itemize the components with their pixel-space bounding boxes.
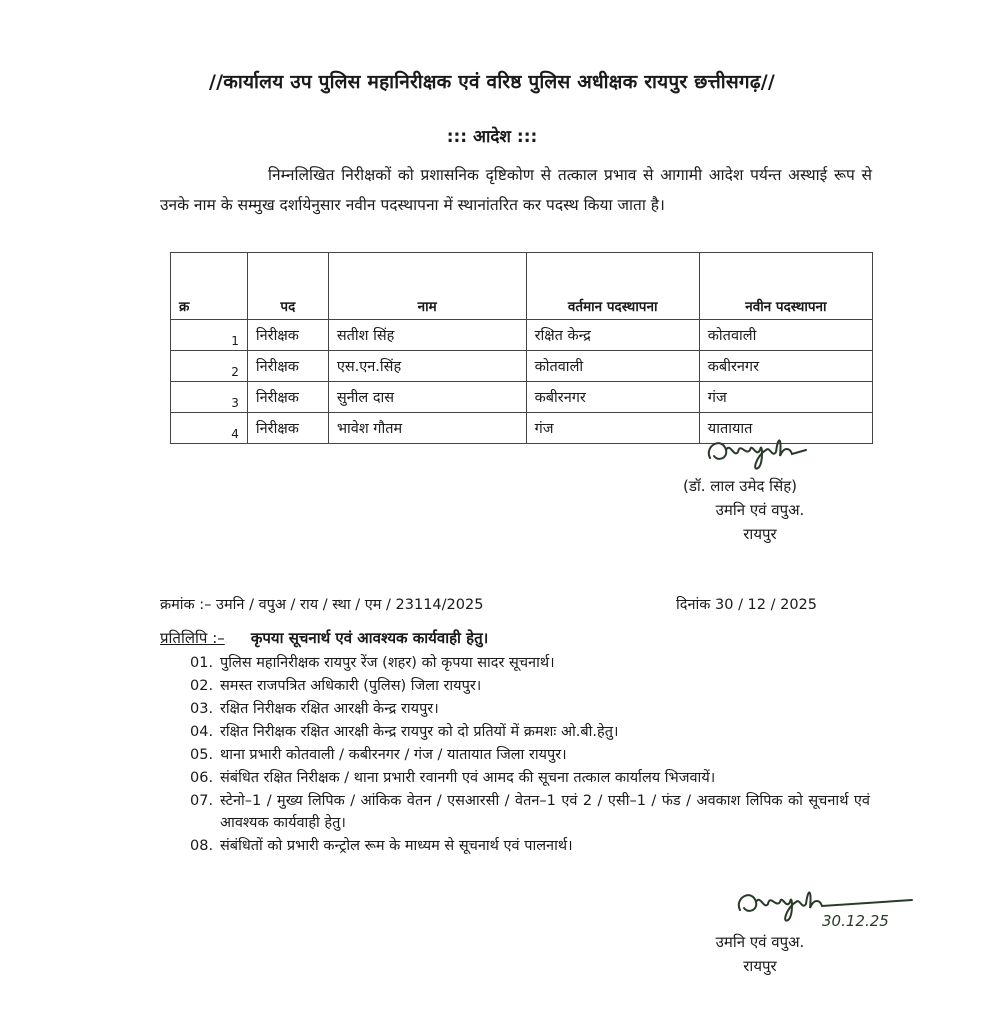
cell-new-posting: गंज	[699, 382, 872, 413]
cell-rank: निरीक्षक	[247, 413, 328, 444]
col-header-name: नाम	[328, 253, 526, 320]
list-item	[190, 698, 870, 720]
cell-new-posting: यातायात	[699, 413, 872, 444]
table-row	[171, 351, 873, 382]
copy-label: प्रतिलिपि :–	[160, 629, 225, 647]
order-intro-text: निम्नलिखित निरीक्षकों को प्रशासनिक दृष्टिकोण से तत्काल प्रभाव से आगामी आदेश पर्यन्त अस्थाई रूप से उनके नाम के सम्मुख दर्शायेनुसार नवीन पदस्थापना में स्थानांतरित कर पदस्थ किया जाता है।	[160, 166, 872, 214]
cell-sr: 2	[171, 351, 248, 382]
office-header-title: //कार्यालय उप पुलिस महानिरीक्षक एवं वरिष्ठ पुलिस अधीक्षक रायपुर छत्तीसगढ़//	[208, 71, 775, 93]
signatory-name: (डॉ. लाल उमेद सिंह)	[682, 477, 798, 495]
cell-rank: निरीक्षक	[247, 351, 328, 382]
cell-name: एस.एन.सिंह	[328, 351, 526, 382]
signatory2-place: रायपुर	[743, 957, 777, 975]
signatory-place: रायपुर	[743, 525, 777, 543]
col-header-rank: पद	[247, 253, 328, 320]
table-row	[171, 320, 873, 351]
cell-rank: निरीक्षक	[247, 382, 328, 413]
list-item	[190, 721, 870, 743]
signature-block-1	[640, 428, 840, 546]
list-item-number: 08.	[190, 838, 214, 854]
cell-current-posting: रक्षित केन्द्र	[526, 320, 699, 351]
list-item-text: थाना प्रभारी कोतवाली / कबीरनगर / गंज / यातायात जिला रायपुर।	[220, 747, 567, 763]
list-item-number: 06.	[190, 770, 214, 786]
cell-sr: 1	[171, 320, 248, 351]
reference-number: क्रमांक :– उमनि / वपुअ / राय / स्था / एम / 23114/2025	[160, 597, 484, 613]
list-item-number: 07.	[190, 793, 214, 809]
signatory2-designation: उमनि एवं वपुअ.	[715, 933, 805, 951]
cell-current-posting: कोतवाली	[526, 351, 699, 382]
list-item	[190, 675, 870, 697]
list-item-text: संबंधितों को प्रभारी कन्ट्रोल रूम के माध्यम से सूचनार्थ एवं पालनार्थ।	[220, 838, 573, 854]
table-header-row	[171, 253, 873, 320]
col-header-sr: क्र	[171, 253, 248, 320]
order-heading: ::: आदेश :::	[446, 127, 538, 147]
list-item-number: 01.	[190, 655, 214, 671]
list-item-text: स्टेनो–1 / मुख्य लिपिक / आंकिक वेतन / एसआरसी / वेतन–1 एवं 2 / एसी–1 / फंड / अवकाश लिपिक को सूचनार्थ एवं आवश्यक कार्यवाही हेतु।	[220, 793, 870, 831]
signature-date: 30.12.25	[822, 912, 889, 930]
list-item	[190, 835, 870, 857]
cell-sr: 3	[171, 382, 248, 413]
signature-mark-2	[730, 880, 930, 932]
list-item-number: 02.	[190, 678, 214, 694]
order-intro-paragraph	[160, 160, 872, 220]
list-item-number: 05.	[190, 747, 214, 763]
list-item	[190, 744, 870, 766]
cell-name: सुनील दास	[328, 382, 526, 413]
signature-block-2	[680, 930, 840, 978]
col-header-current-posting: वर्तमान पदस्थापना	[526, 253, 699, 320]
cell-new-posting: कबीरनगर	[699, 351, 872, 382]
list-item	[190, 767, 870, 789]
reference-date: दिनांक 30 / 12 / 2025	[676, 597, 818, 613]
list-item-text: रक्षित निरीक्षक रक्षित आरक्षी केन्द्र रायपुर।	[220, 701, 439, 717]
cell-name: सतीश सिंह	[328, 320, 526, 351]
cell-new-posting: कोतवाली	[699, 320, 872, 351]
list-item-text: संबंधित रक्षित निरीक्षक / थाना प्रभारी रवानगी एवं आमद की सूचना तत्काल कार्यालय भिजवायें।	[220, 770, 716, 786]
list-item-number: 04.	[190, 724, 214, 740]
list-item-text: समस्त राजपत्रित अधिकारी (पुलिस) जिला रायपुर।	[220, 678, 482, 694]
signatory-designation: उमनि एवं वपुअ.	[715, 501, 805, 519]
list-item-text: रक्षित निरीक्षक रक्षित आरक्षी केन्द्र रायपुर को दो प्रतियों में क्रमशः ओ.बी.हेतु।	[220, 724, 619, 740]
col-header-new-posting: नवीन पदस्थापना	[699, 253, 872, 320]
list-item-text: पुलिस महानिरीक्षक रायपुर रेंज (शहर) को कृपया सादर सूचनार्थ।	[220, 655, 555, 671]
list-item	[190, 790, 870, 834]
cell-current-posting: गंज	[526, 413, 699, 444]
table-row	[171, 382, 873, 413]
list-item	[190, 652, 870, 674]
cell-rank: निरीक्षक	[247, 320, 328, 351]
copy-purpose: कृपया सूचनार्थ एवं आवश्यक कार्यवाही हेतु।	[250, 629, 489, 647]
list-item-number: 03.	[190, 701, 214, 717]
cell-name: भावेश गौतम	[328, 413, 526, 444]
copy-recipient-list	[190, 652, 870, 858]
transfer-table	[170, 252, 873, 444]
cell-sr: 4	[171, 413, 248, 444]
cell-current-posting: कबीरनगर	[526, 382, 699, 413]
copy-heading	[160, 628, 488, 648]
